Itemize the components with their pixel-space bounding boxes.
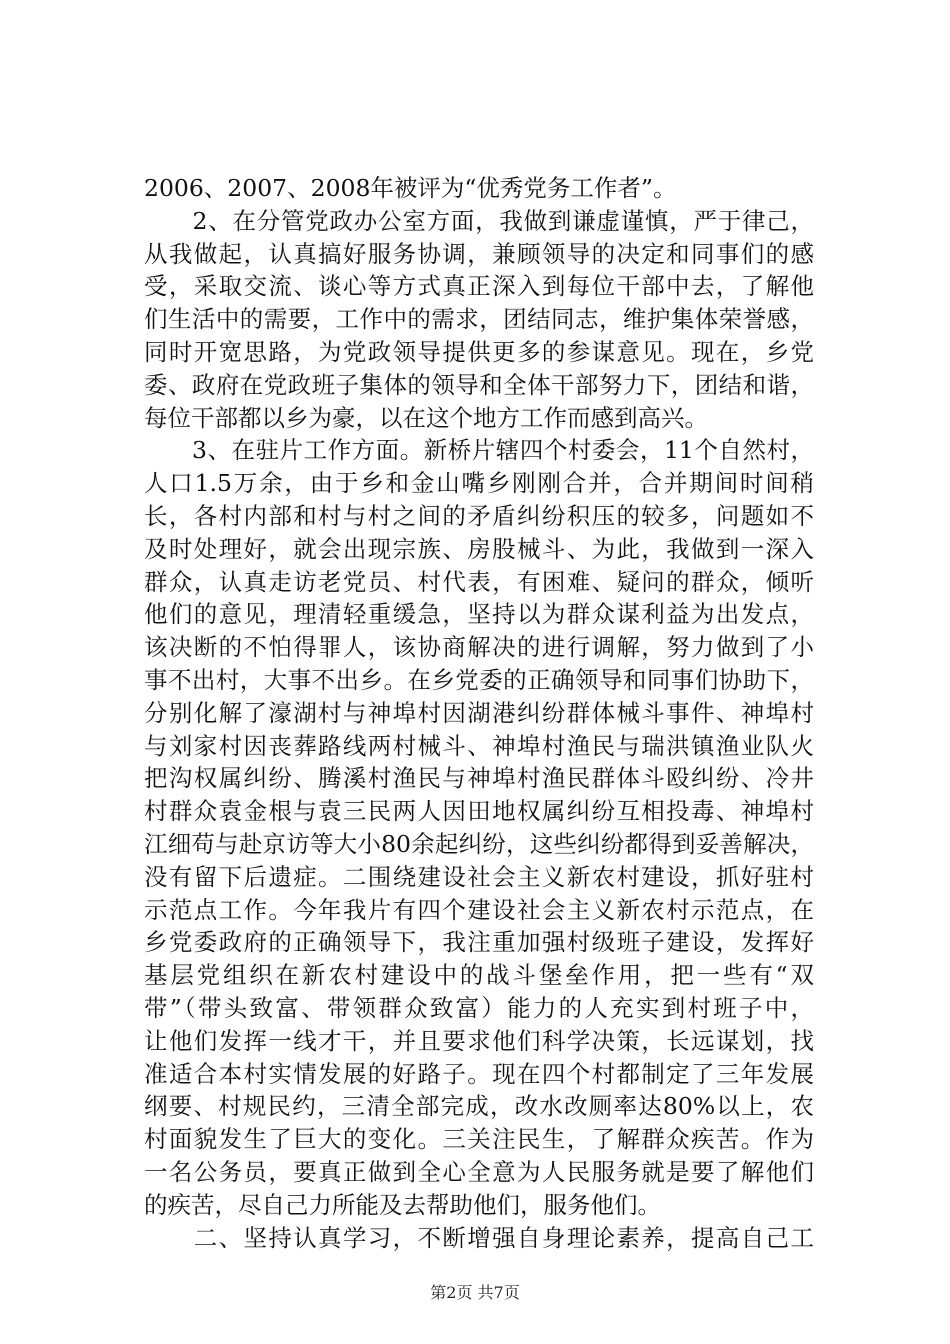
text-line: 人口1.5万余，由于乡和金山嘴乡刚刚合并，合并期间时间稍 [144, 469, 814, 498]
text-line: 群众，认真走访老党员、村代表，有困难、疑问的群众，倾听 [144, 567, 814, 596]
text-line: 2006、2007、2008年被评为“优秀党务工作者”。 [144, 174, 677, 202]
text-line: 受，采取交流、谈心等方式真正深入到每位干部中去，了解他 [144, 272, 814, 301]
text-line: 没有留下后遗症。二围绕建设社会主义新农村建设，抓好驻村 [144, 862, 814, 891]
text-line: 每位干部都以乡为豪，以在这个地方工作而感到高兴。 [144, 403, 708, 432]
text-line: 纲要、村规民约，三清全部完成，改水改厕率达80%以上，农 [144, 1092, 814, 1121]
text-line: 的疾苦，尽自己力所能及去帮助他们，服务他们。 [144, 1190, 661, 1219]
page-number-footer: 第2页 共7页 [430, 1283, 520, 1302]
text-line: 从我做起，认真搞好服务协调，兼顾领导的决定和同事们的感 [144, 239, 814, 268]
text-line: 他们的意见，理清轻重缓急，坚持以为群众谋利益为出发点， [144, 600, 814, 629]
text-line: 3、在驻片工作方面。新桥片辖四个村委会，11个自然村， [144, 436, 814, 465]
text-line: 乡党委政府的正确领导下，我注重加强村级班子建设，发挥好 [144, 928, 814, 957]
text-line: 准适合本村实情发展的好路子。现在四个村都制定了三年发展 [144, 1059, 814, 1088]
text-line: 该决断的不怕得罪人，该协商解决的进行调解，努力做到了小 [144, 633, 814, 662]
text-line: 江细苟与赴京访等大小80余起纠纷，这些纠纷都得到妥善解决， [144, 829, 814, 858]
text-line: 村面貌发生了巨大的变化。三关注民生，了解群众疾苦。作为 [144, 1125, 814, 1154]
text-line: 基层党组织在新农村建设中的战斗堡垒作用，把一些有“双 [144, 961, 814, 990]
text-line: 把沟权属纠纷、腾溪村渔民与神埠村渔民群体斗殴纠纷、冷井 [144, 764, 814, 793]
text-line: 2、在分管党政办公室方面，我做到谦虚谨慎，严于律己， [144, 206, 814, 235]
text-line: 同时开宽思路，为党政领导提供更多的参谋意见。现在，乡党 [144, 337, 814, 366]
text-line: 事不出村，大事不出乡。在乡党委的正确领导和同事们协助下， [144, 665, 814, 694]
text-line: 让他们发挥一线才干，并且要求他们科学决策，长远谋划，找 [144, 1026, 814, 1055]
text-line: 们生活中的需要，工作中的需求，团结同志，维护集体荣誉感， [144, 305, 814, 334]
text-line: 及时处理好，就会出现宗族、房股械斗、为此，我做到一深入 [144, 534, 814, 563]
text-line: 与刘家村因丧葬路线两村械斗、神埠村渔民与瑞洪镇渔业队火 [144, 731, 814, 760]
text-line: 示范点工作。今年我片有四个建设社会主义新农村示范点，在 [144, 895, 814, 924]
text-line: 带”（带头致富、带领群众致富）能力的人充实到村班子中， [144, 993, 814, 1022]
text-line: 长，各村内部和村与村之间的矛盾纠纷积压的较多，问题如不 [144, 501, 814, 530]
text-line: 村群众袁金根与袁三民两人因田地权属纠纷互相投毒、神埠村 [144, 797, 814, 826]
text-line: 分别化解了濠湖村与神埠村因湖港纠纷群体械斗事件、神埠村 [144, 698, 814, 727]
text-line: 二、坚持认真学习，不断增强自身理论素养，提高自己工 [144, 1223, 814, 1252]
body-text [144, 172, 814, 1254]
text-line: 委、政府在党政班子集体的领导和全体干部努力下，团结和谐， [144, 370, 814, 399]
text-line: 一名公务员，要真正做到全心全意为人民服务就是要了解他们 [144, 1157, 814, 1186]
